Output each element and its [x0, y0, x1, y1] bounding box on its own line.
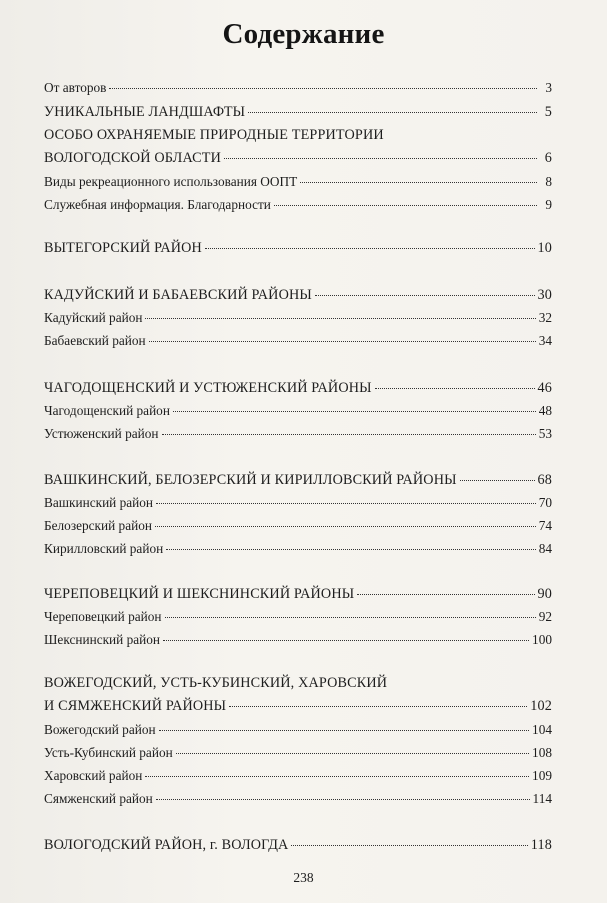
dot-leader: [173, 410, 536, 412]
toc-entry-title: ВАШКИНСКИЙ, БЕЛОЗЕРСКИЙ И КИРИЛЛОВСКИЙ РАЙОНЫ: [44, 472, 457, 488]
dot-leader: [109, 87, 537, 89]
toc-entry-title: Кирилловский район: [44, 541, 164, 556]
toc-section-entry: [44, 837, 552, 854]
toc-entry-page: 10: [537, 240, 552, 256]
dot-leader: [166, 548, 535, 550]
dot-leader: [156, 798, 530, 800]
toc-entry-title: Шекснинский район: [44, 632, 161, 647]
toc-entry-title: Виды рекреационного использования ООПТ: [44, 174, 298, 189]
toc-entry-title: ВОЛОГОДСКИЙ РАЙОН, г. ВОЛОГДА: [44, 837, 289, 853]
dot-leader: [205, 247, 535, 249]
toc-subsection-entry: [44, 541, 552, 557]
toc-section-entry: [44, 240, 552, 257]
toc-section-entry: [44, 104, 552, 121]
toc-subsection-entry: [44, 495, 552, 511]
toc-entry-page: 32: [538, 310, 552, 325]
toc-entry-page: 8: [545, 174, 552, 189]
toc-entry-title: УНИКАЛЬНЫЕ ЛАНДШАФТЫ: [44, 104, 246, 120]
toc-entry-title: Кадуйский район: [44, 310, 143, 325]
dot-leader: [375, 387, 535, 389]
toc-entry-title: КАДУЙСКИЙ И БАБАЕВСКИЙ РАЙОНЫ: [44, 287, 312, 303]
dot-leader: [162, 433, 536, 435]
dot-leader: [274, 204, 537, 206]
dot-leader: [224, 157, 537, 159]
toc-subsection-entry: [44, 791, 552, 807]
toc-section-entry: [44, 380, 552, 397]
toc-section-entry: [44, 698, 552, 715]
dot-leader: [300, 181, 537, 183]
toc-subsection-entry: [44, 426, 552, 442]
toc-entry-page: 102: [530, 698, 552, 714]
toc-entry-page: 9: [545, 197, 552, 212]
dot-leader: [145, 317, 535, 319]
toc-section-entry: [44, 586, 552, 603]
dot-leader: [229, 705, 527, 707]
toc-subsection-entry: [44, 197, 552, 213]
toc-entry-title: Устюженский район: [44, 426, 159, 441]
toc-entry-page: 34: [538, 333, 552, 348]
toc-entry-page: 84: [538, 541, 552, 556]
toc-entry-page: 53: [538, 426, 552, 441]
toc-entry-page: 46: [537, 380, 552, 396]
toc-entry-page: 100: [532, 632, 552, 647]
toc-entry-page: 118: [530, 837, 552, 853]
dot-leader: [176, 752, 529, 754]
toc-entry-title: ВЫТЕГОРСКИЙ РАЙОН: [44, 240, 202, 256]
toc-entry-title: ЧЕРЕПОВЕЦКИЙ И ШЕКСНИНСКИЙ РАЙОНЫ: [44, 586, 355, 602]
toc-subsection-entry: [44, 333, 552, 349]
toc-entry-title: Бабаевский район: [44, 333, 146, 348]
toc-entry-title: Череповецкий район: [44, 609, 162, 624]
toc-subsection-entry: [44, 403, 552, 419]
toc-entry-title: И СЯМЖЕНСКИЙ РАЙОНЫ: [44, 698, 227, 714]
toc-entry-title: Служебная информация. Благодарности: [44, 197, 271, 212]
toc-subsection-entry: [44, 310, 552, 326]
toc-entry-title: Вожегодский район: [44, 722, 156, 737]
dot-leader: [159, 729, 529, 731]
toc-entry-title: ЧАГОДОЩЕНСКИЙ И УСТЮЖЕНСКИЙ РАЙОНЫ: [44, 380, 372, 396]
toc-entry-title: Чагодощенский район: [44, 403, 170, 418]
toc-entry-title: От авторов: [44, 80, 107, 95]
dot-leader: [149, 340, 536, 342]
toc-subsection-entry: [44, 745, 552, 761]
dot-leader: [460, 479, 535, 481]
toc-entry-page: 74: [538, 518, 552, 533]
dot-leader: [156, 502, 536, 504]
toc-section-entry: [44, 472, 552, 489]
toc-entry-title: ВОЛОГОДСКОЙ ОБЛАСТИ: [44, 150, 221, 166]
toc-entry-title: Усть-Кубинский район: [44, 745, 173, 760]
toc-subsection-entry: [44, 174, 552, 190]
toc-entry-page: 30: [537, 287, 552, 303]
toc-section-entry: [44, 287, 552, 304]
dot-leader: [248, 111, 537, 113]
toc-entry-page: 108: [532, 745, 552, 760]
toc-heading-line: ОСОБО ОХРАНЯЕМЫЕ ПРИРОДНЫЕ ТЕРРИТОРИИ: [44, 127, 384, 143]
page-title: Содержание: [222, 18, 385, 50]
toc-subsection-entry: [44, 768, 552, 784]
toc-heading-line: ВОЖЕГОДСКИЙ, УСТЬ-КУБИНСКИЙ, ХАРОВСКИЙ: [44, 675, 388, 691]
dot-leader: [145, 775, 529, 777]
dot-leader: [291, 844, 527, 846]
toc-entry-page: 70: [538, 495, 552, 510]
dot-leader: [155, 525, 536, 527]
toc-entry-page: 5: [544, 104, 552, 120]
toc-entry-page: 3: [545, 80, 552, 95]
dot-leader: [163, 639, 529, 641]
toc-entry-page: 114: [532, 791, 552, 806]
toc-entry-page: 104: [532, 722, 552, 737]
toc-entry-title: Харовский район: [44, 768, 143, 783]
toc-subsection-entry: [44, 80, 552, 96]
toc-entry-page: 92: [538, 609, 552, 624]
page-number: 238: [293, 870, 314, 885]
toc-subsection-entry: [44, 609, 552, 625]
toc-subsection-entry: [44, 722, 552, 738]
toc-entry-title: Белозерский район: [44, 518, 152, 533]
dot-leader: [357, 593, 534, 595]
toc-entry-page: 68: [537, 472, 552, 488]
toc-subsection-entry: [44, 632, 552, 648]
toc-entry-page: 48: [538, 403, 552, 418]
toc-subsection-entry: [44, 518, 552, 534]
dot-leader: [165, 616, 536, 618]
toc-entry-page: 6: [544, 150, 552, 166]
dot-leader: [315, 294, 535, 296]
toc-entry-page: 90: [537, 586, 552, 602]
toc-entry-page: 109: [532, 768, 552, 783]
toc-entry-title: Сямженский район: [44, 791, 153, 806]
toc-entry-title: Вашкинский район: [44, 495, 154, 510]
toc-section-entry: [44, 150, 552, 167]
